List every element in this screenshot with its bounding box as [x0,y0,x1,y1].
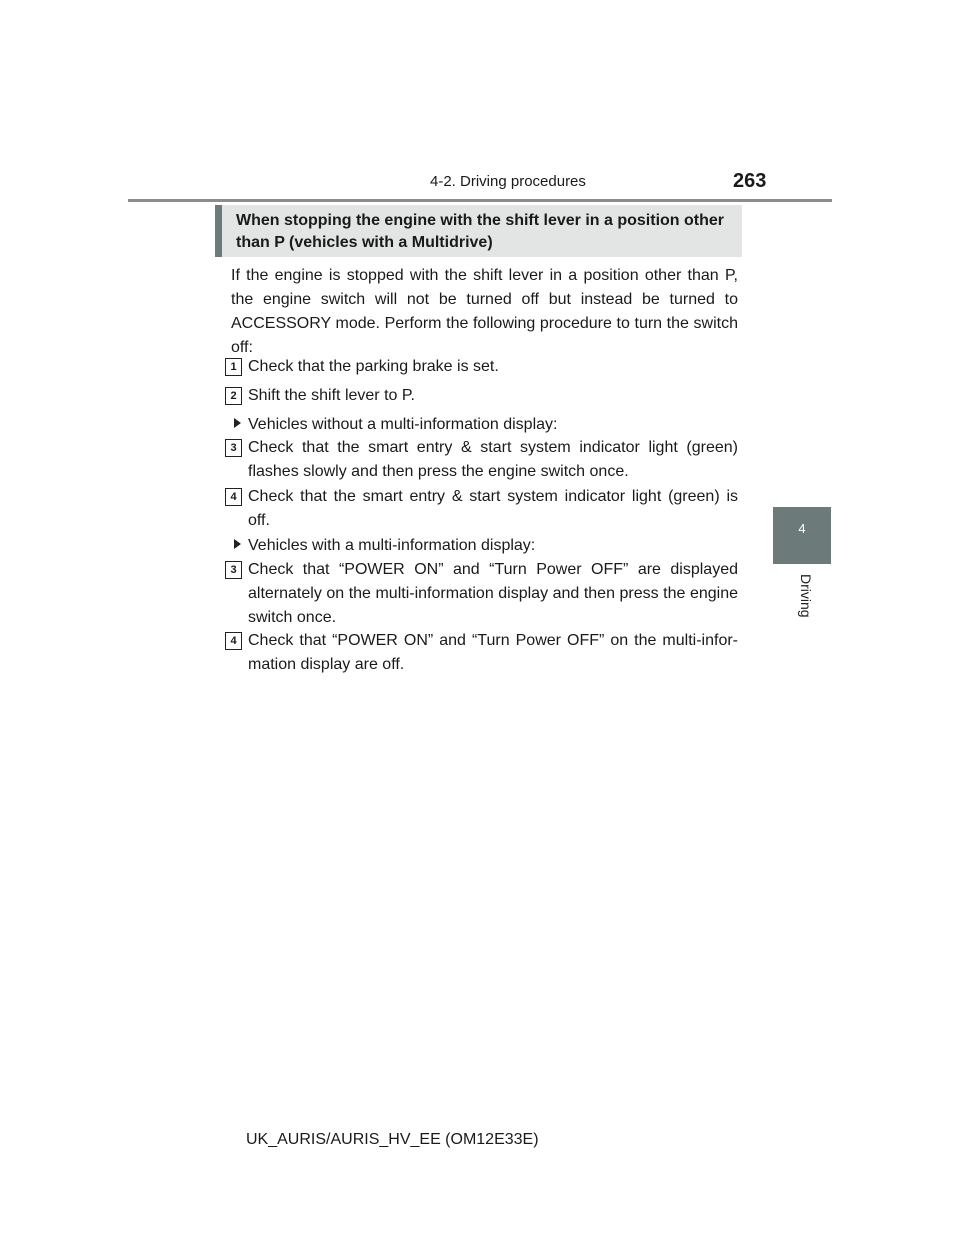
step-number: 3 [225,439,242,457]
step-item [231,629,738,677]
bullet-text: Vehicles with a multi-information display: [248,537,536,554]
step-item [231,355,738,379]
chapter-label: Driving [798,574,814,618]
section-heading-box [215,205,742,257]
step-number: 3 [225,561,242,579]
step-text: Check that the parking brake is set. [248,358,499,375]
step-text: Check that “POWER ON” and “Turn Power OFF” on the multi-infor-mation display are off. [248,632,738,673]
step-number: 4 [225,488,242,506]
step-item [231,436,738,484]
step-number: 2 [225,387,242,405]
step-item [231,485,738,533]
step-item [231,384,738,408]
step-text: Shift the shift lever to P. [248,387,415,404]
step-text: Check that “POWER ON” and “Turn Power OFF” are displayed alternately on the multi-information display and then press the engine switch once. [248,561,738,626]
step-text: Check that the smart entry & start system indicator light (green) flashes slowly and then press the engine switch once. [248,439,738,480]
bullet-item [231,534,535,558]
triangle-bullet-icon [234,539,241,549]
header-divider [128,199,832,202]
step-item [231,558,738,630]
section-title: When stopping the engine with the shift lever in a position other than P (vehicles with a Multidrive) [236,212,725,251]
step-number: 4 [225,632,242,650]
step-number: 1 [225,358,242,376]
chapter-number: 4 [798,521,806,536]
intro-paragraph: If the engine is stopped with the shift lever in a position other than P, the engine switch will not be turned off but instead be turned to ACCESSORY mode. Perform the following procedure to turn the switch off: [231,267,738,356]
triangle-bullet-icon [234,418,241,428]
step-text: Check that the smart entry & start system indicator light (green) is off. [248,488,738,529]
section-header: 4-2. Driving procedures [430,173,586,190]
bullet-text: Vehicles without a multi-information display: [248,416,558,433]
page-number: 263 [733,170,767,192]
document-id-footer: UK_AURIS/AURIS_HV_EE (OM12E33E) [246,1131,539,1148]
chapter-tab [773,507,831,564]
bullet-item [231,413,557,437]
